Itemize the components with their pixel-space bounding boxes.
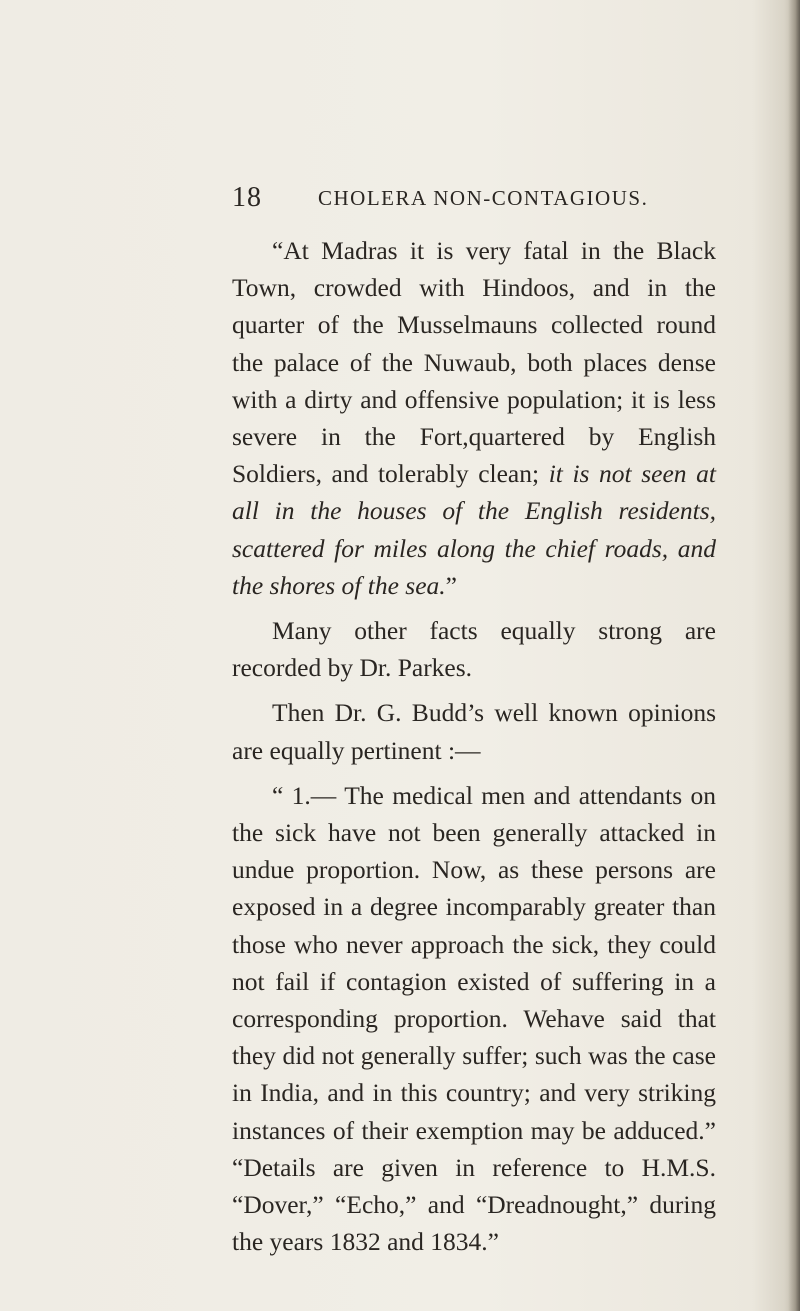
page-number: 18 [232,182,262,213]
italic-emphasis: it is not seen at all in the houses of the English residents, scattered for miles along the chief roads, and the shores of the sea. [232,459,716,600]
paragraph-budd: Then Dr. G. Budd’s well known opinions are equally pertinent :— [232,698,716,765]
closing-quote: ” [445,570,457,600]
page-edge-shadow [788,0,800,1311]
paragraph-text: “At Madras it is very fatal in the Black Town, crowded with Hindoos, and in the quarter of the Musselmauns collected round the palace of the Nuwaub, both places dense with a dirty and offensive population; it is less severe in the Fort,quartered by English Soldiers, and tolerably clean; [232,236,716,489]
paragraph-budd-quote: “ 1.— The medical men and attendants on the sick have not been generally attacked in undue proportion. Now, as these persons are exposed in a degree incomparably greater than those who never approach the sick, they could not fail if contagion existed of suffering in a corresponding proportion. Wehave said that they did not generally suffer; such was the case in India, and in this country; and very striking instances of their exemption may be adduced.” “Details are given in reference to H.M.S. “Dover,” “Echo,” and “Dreadnought,” during the years 1832 and 1834.” [232,780,716,1257]
paragraph-parkes: Many other facts equally strong are recorded by Dr. Parkes. [232,616,716,683]
paragraph-madras-quote [232,232,716,604]
body-text [232,232,716,1260]
running-head: CHOLERA NON-CONTAGIOUS. [318,186,649,210]
